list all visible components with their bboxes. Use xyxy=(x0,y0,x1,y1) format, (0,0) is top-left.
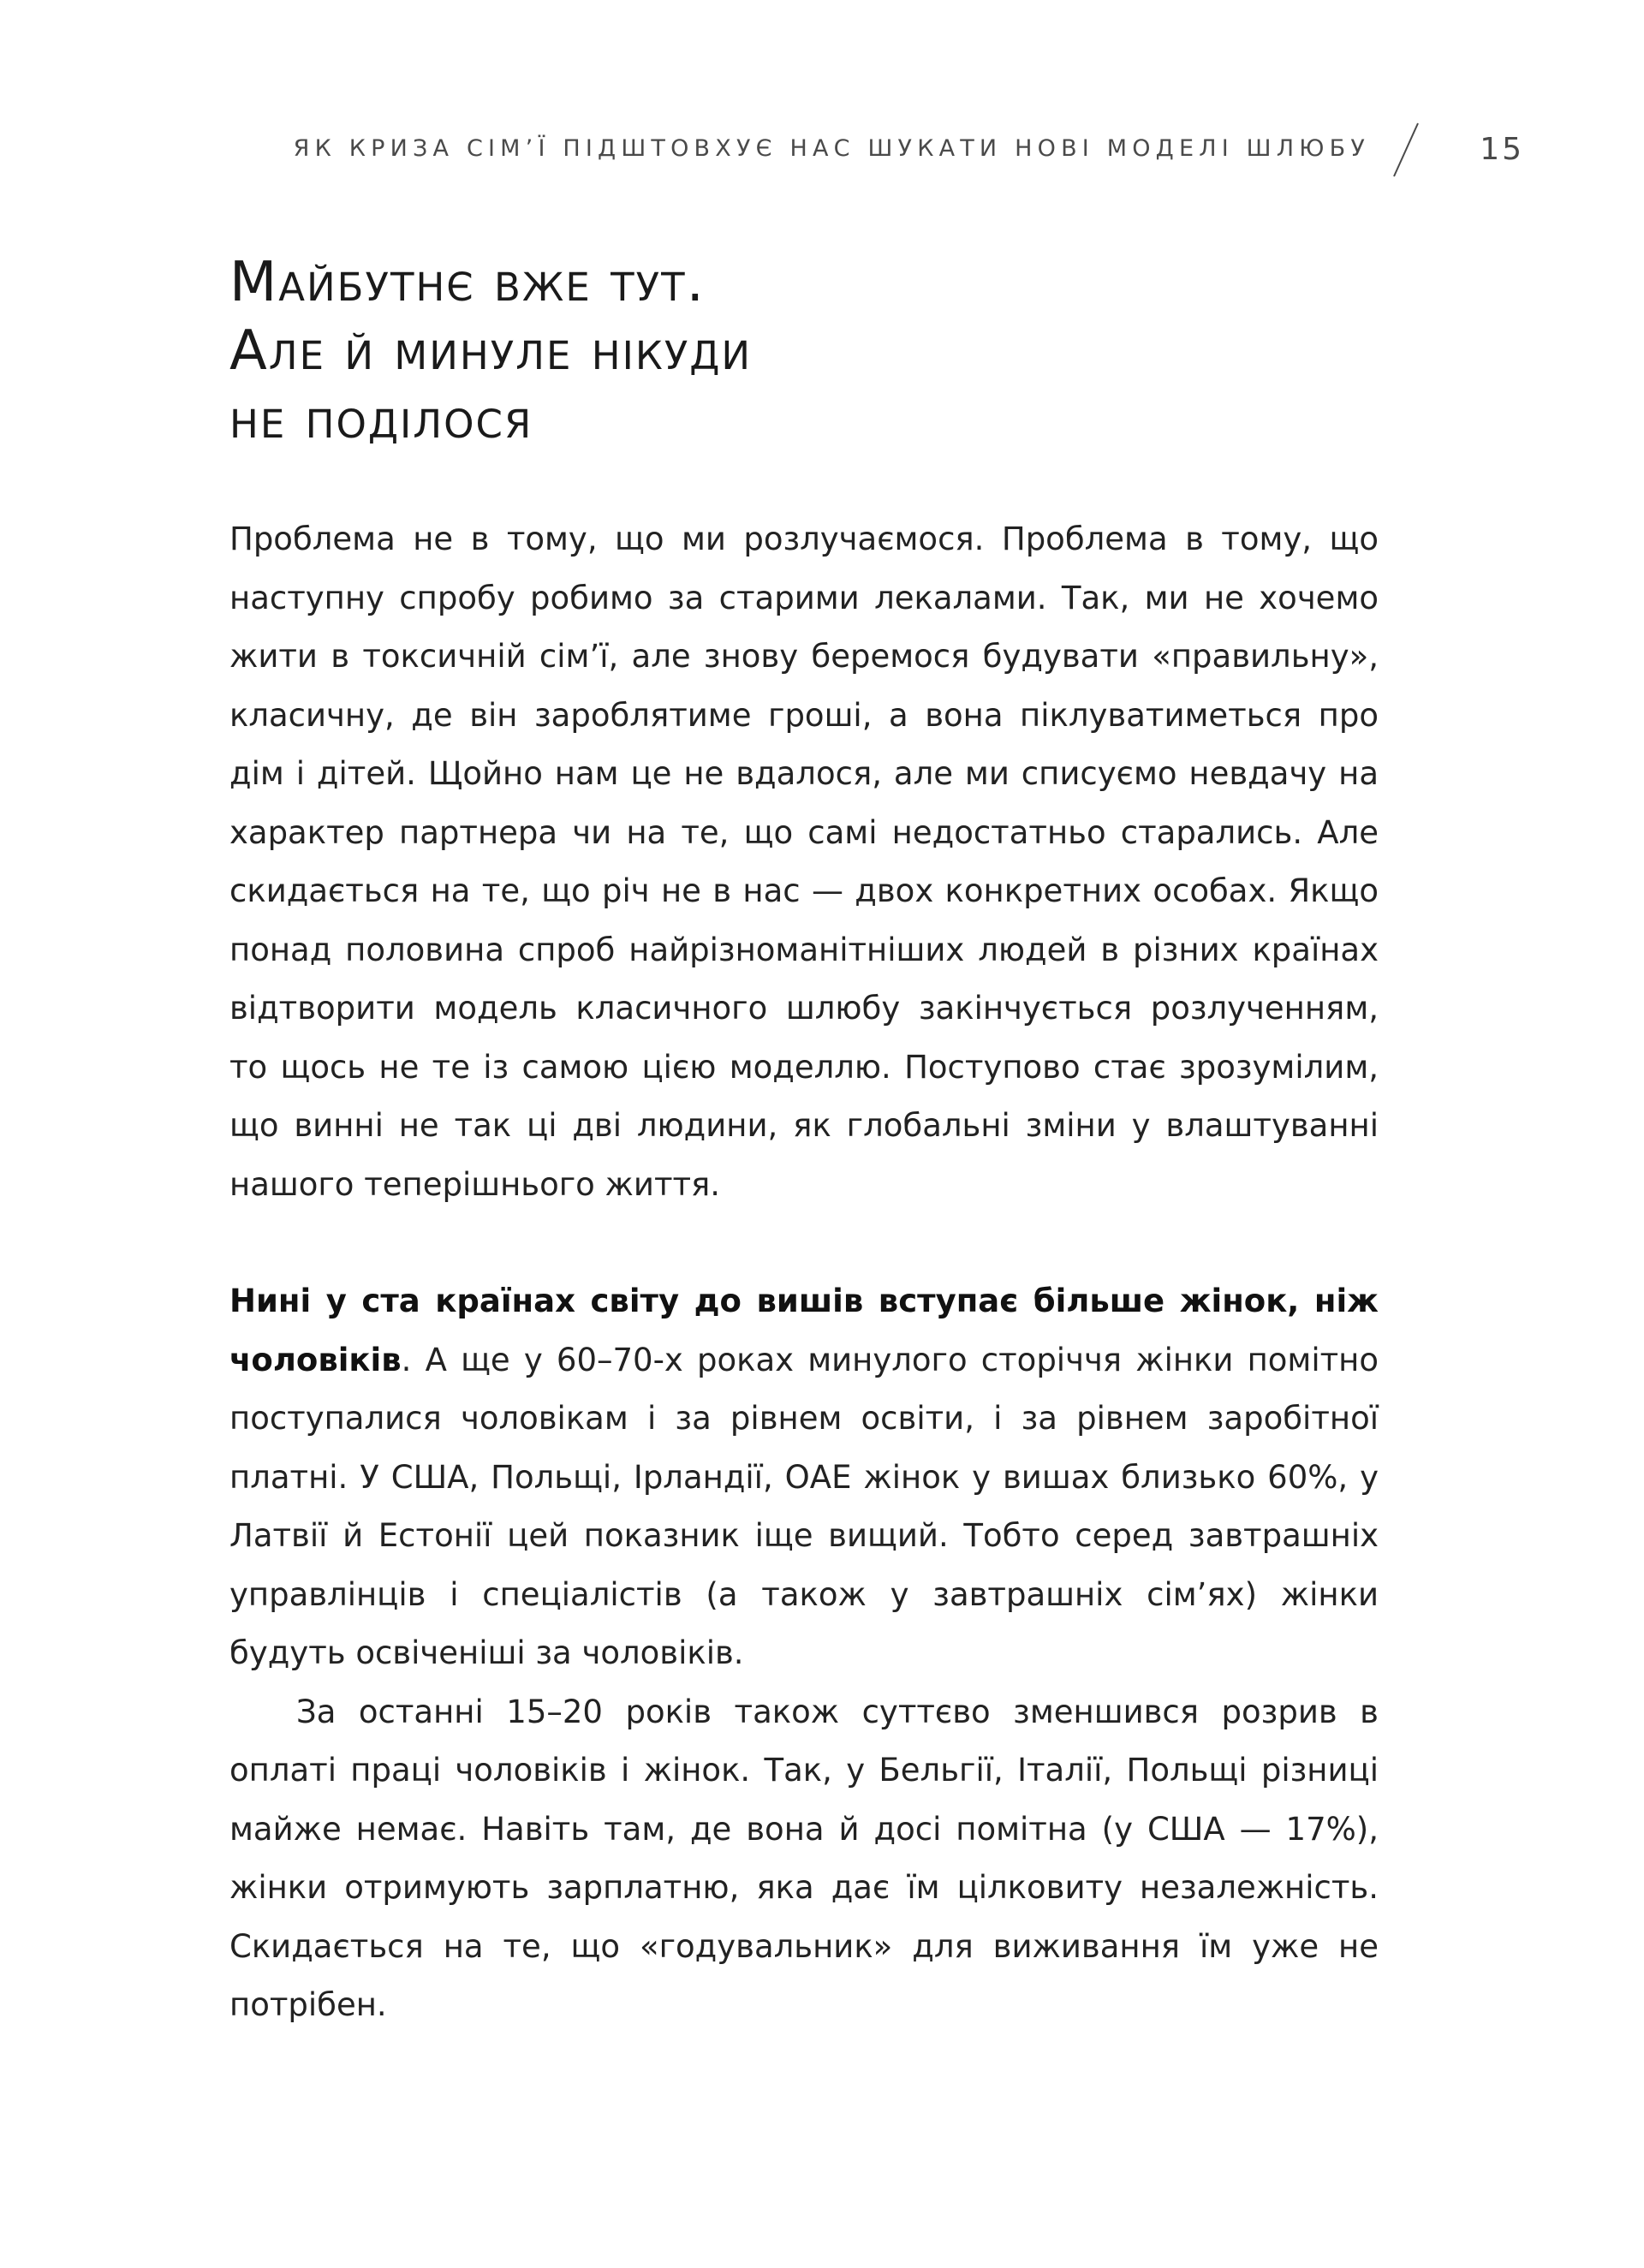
chapter-heading xyxy=(229,248,1428,454)
heading-line-3: не поділося xyxy=(229,388,533,451)
running-header xyxy=(223,120,1524,180)
body-text xyxy=(229,510,1379,2035)
paragraph-1: Проблема не в тому, що ми розлучаємося. Проблема в тому, що наступну спробу робимо за старими лекалами. Так, ми не хочемо жити в токсичній сім’ї, але знову беремося будувати «правильну», класичну, де він зароблятиме гроші, а вона піклуватиметься про дім і дітей. Щойно нам це не вдалося, але ми списуємо невдачу на характер партнера чи на те, що самі недостатньо старались. Але скидається на те, що річ не в нас — двох конкретних особах. Якщо понад половина спроб найрізноманітніших людей в різних країнах відтворити модель класичного шлюбу закінчується розлученням, то щось не те із самою цією моделлю. Поступово стає зрозумілим, що винні не так ці дві людини, як глобальні зміни у влаштуванні нашого теперішнього життя. xyxy=(229,521,1379,1203)
paragraph-2 xyxy=(229,1272,1379,1683)
running-header-title: ЯК КРИЗА СІМ’Ї ПІДШТОВХУЄ НАС ШУКАТИ НОВІ МОДЕЛІ ШЛЮБУ xyxy=(293,135,1370,162)
heading-line-1: Майбутнє вже тут. xyxy=(229,251,706,314)
paragraph-2-bold-lead: Нині у ста країнах світу до вишів вступає більше жінок, ніж чоловіків xyxy=(229,1283,1379,1378)
heading-line-2: Але й минуле нікуди xyxy=(229,319,753,383)
page-number: 15 xyxy=(1480,132,1524,167)
paragraph-3: За останні 15–20 років також суттєво зменшився розрив в оплаті праці чоловіків і жінок. Так, у Бельгії, Італії, Польщі різниці майже немає. Навіть там, де вона й досі помітна (у США — 17%), жінки отримують зарплатню, яка дає їм цілковиту незалежність. Скидається на те, що «годувальник» для виживання їм уже не потрібен. xyxy=(229,1693,1379,2023)
header-divider-slash xyxy=(1389,120,1423,180)
paragraph-2-rest: . А ще у 60–70-х роках минулого сторіччя жінки помітно поступалися чоловікам і за рівнем освіти, і за рівнем заробітної платні. У США, Польщі, Ірландії, ОАЕ жінок у вишах близько 60%, у Латвії й Естонії цей показник іще вищий. Тобто серед завтрашніх управлінців і спеціалістів (а також у завтрашніх сім’ях) жінки будуть освіченіші за чоловіків. xyxy=(229,1341,1379,1671)
